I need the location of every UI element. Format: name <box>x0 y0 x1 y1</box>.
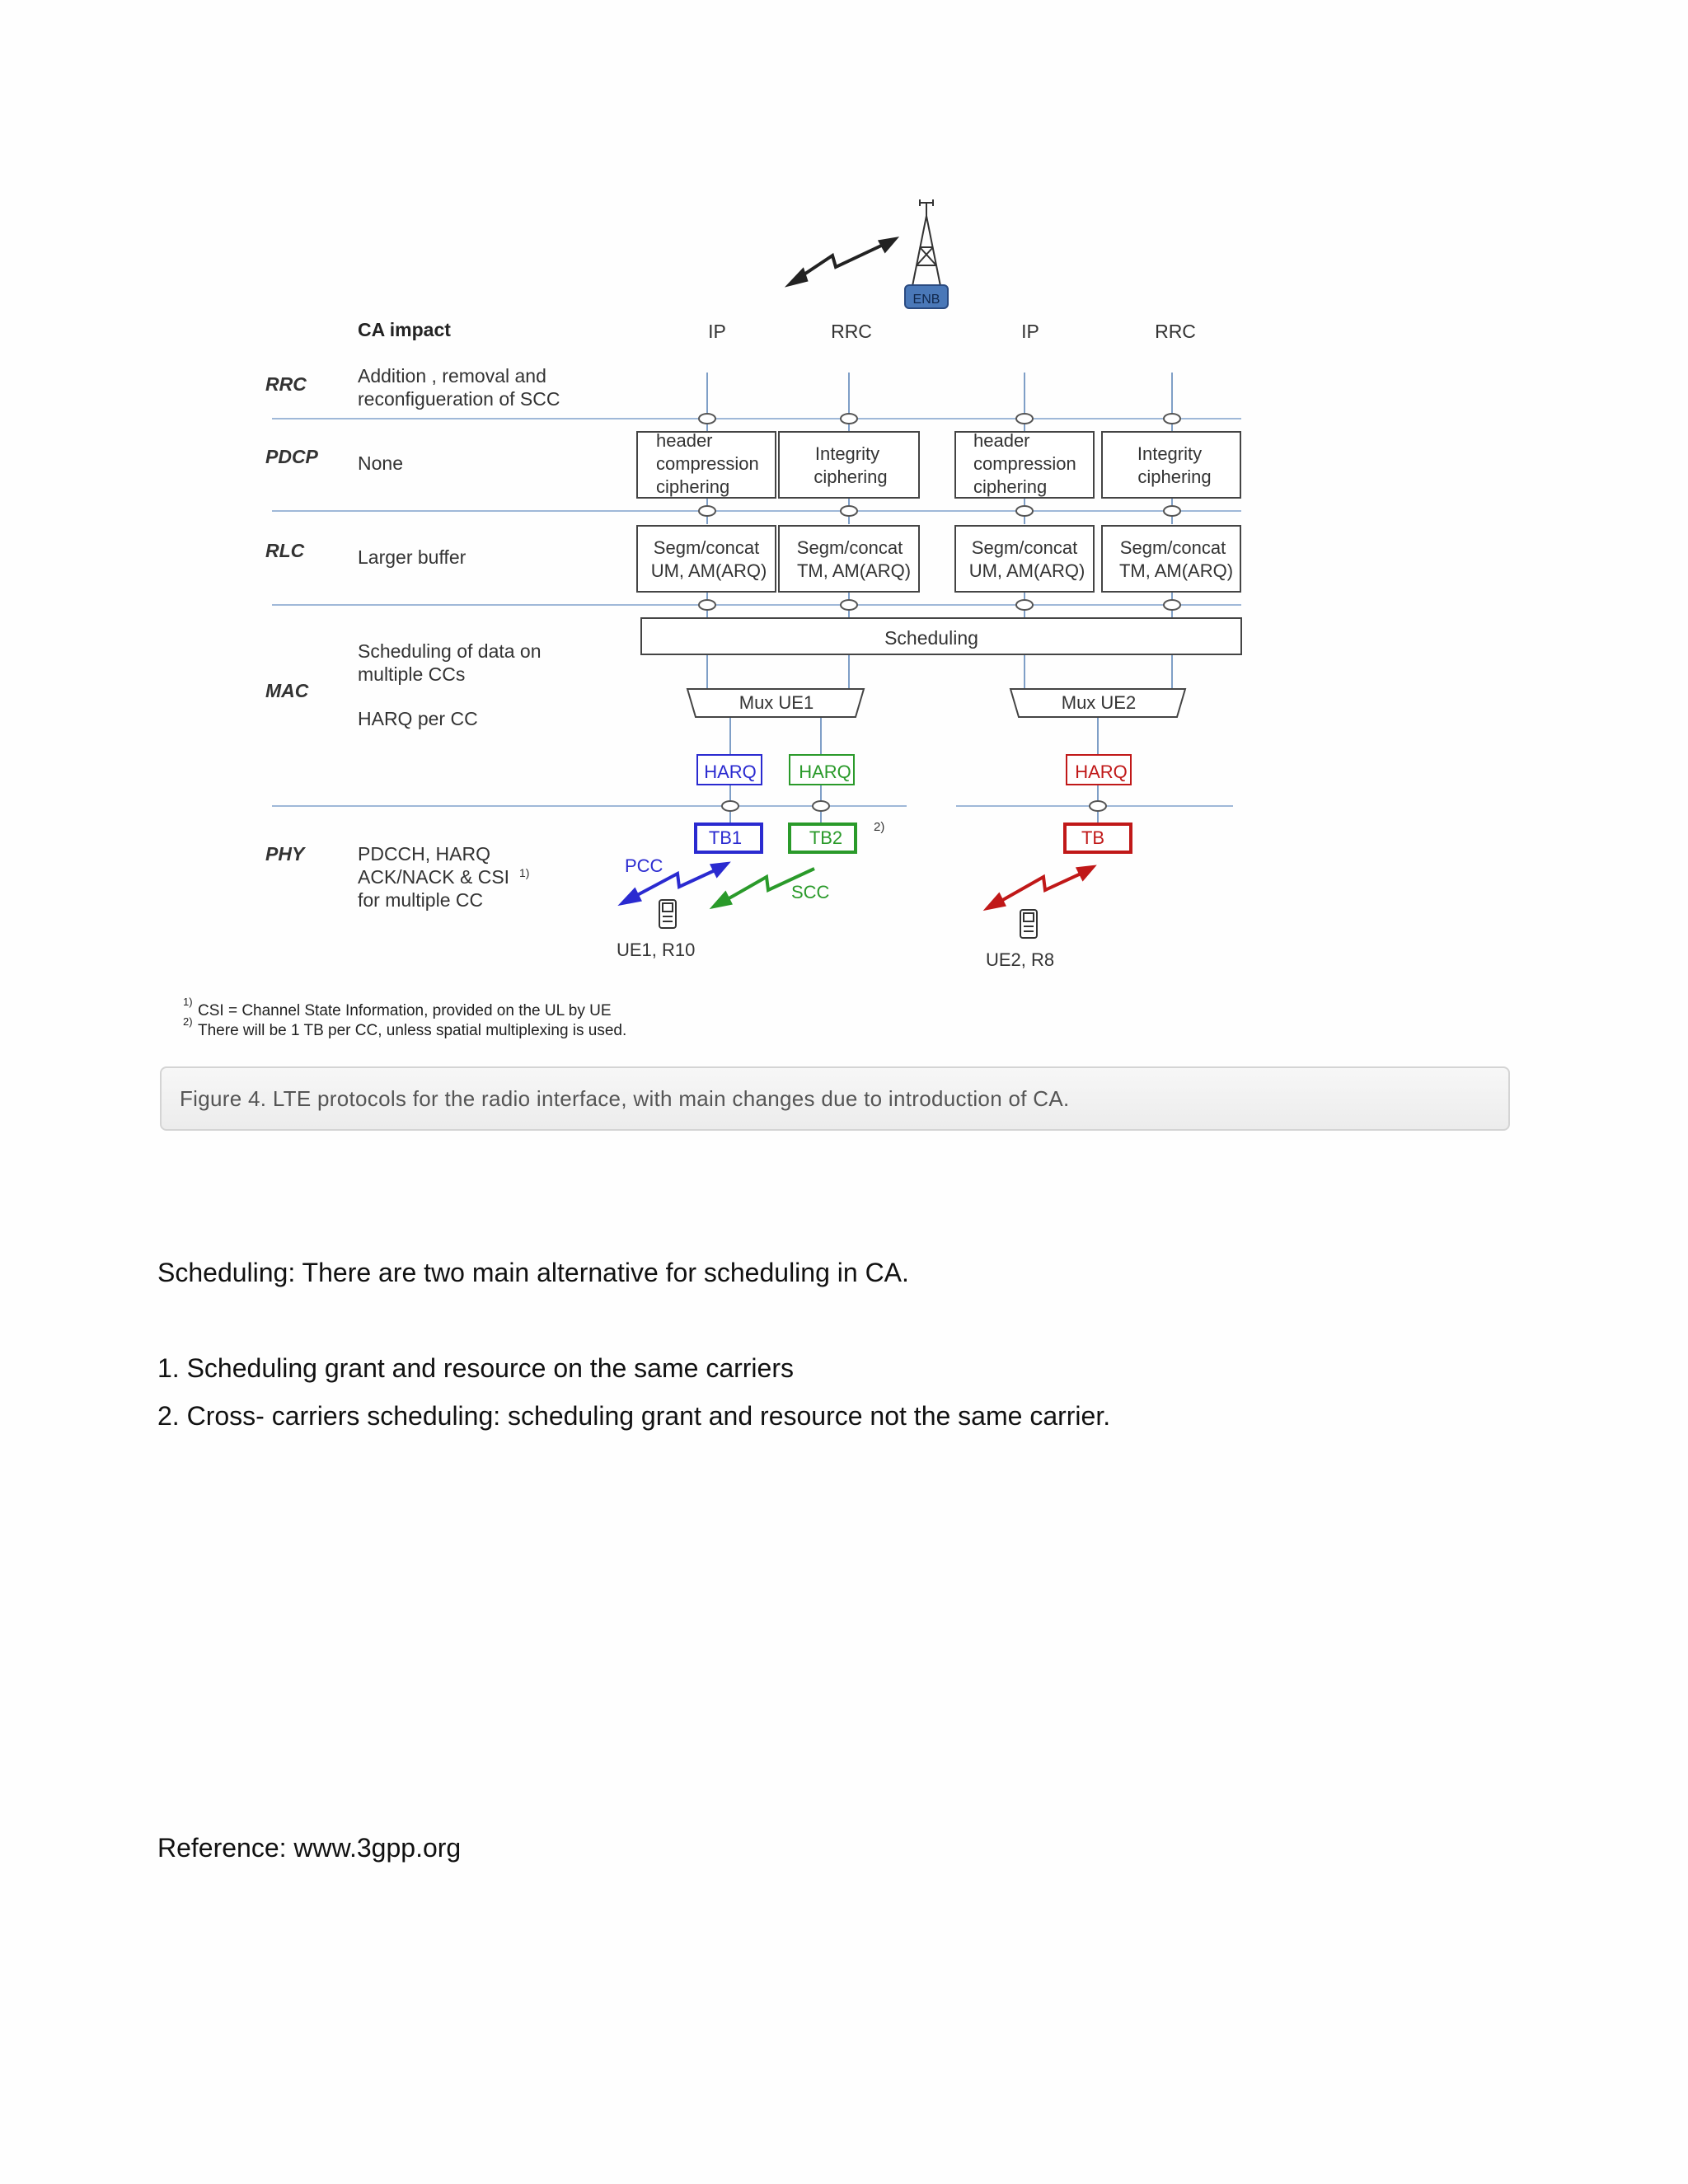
ue2-radio-link <box>987 867 1093 908</box>
rlc-box2-line2: TM, AM(ARQ) <box>796 560 912 581</box>
mac-impact-line1: Scheduling of data on <box>358 640 542 662</box>
footnote-2-text: There will be 1 TB per CC, unless spatial multiplexing is used. <box>198 1022 627 1039</box>
pdcp-box3-line2: compression <box>973 453 1076 474</box>
header-ip-2: IP <box>1021 321 1039 342</box>
harq-ue2-label: HARQ <box>1075 762 1128 782</box>
phy-impact-line3: for multiple CC <box>358 889 484 911</box>
scc-label: SCC <box>791 882 830 902</box>
tb1-label: TB1 <box>708 827 743 848</box>
rlc-box1-line1: Segm/concat <box>653 537 760 558</box>
phy-impact-sup: 1) <box>519 866 530 879</box>
layer-phy: PHY <box>265 843 305 865</box>
enb-tower-icon <box>912 199 941 290</box>
scheduling-label: Scheduling <box>884 627 978 649</box>
pdcp-box1-line1: header <box>656 430 713 451</box>
footnote-2-mark: 2) <box>183 1015 193 1028</box>
tb2-label: TB2 <box>809 827 843 848</box>
mac-impact-line2: multiple CCs <box>358 663 466 685</box>
rlc-box3-line2: UM, AM(ARQ) <box>968 560 1085 581</box>
rrc-impact-line1: Addition , removal and <box>358 365 546 387</box>
tb-ue2-label: TB <box>1081 827 1105 848</box>
footnote-1-mark: 1) <box>183 996 193 1008</box>
ue1-label: UE1, R10 <box>617 940 696 960</box>
header-ip-1: IP <box>708 321 726 342</box>
rlc-box4-line1: Segm/concat <box>1119 537 1226 558</box>
ue2-label: UE2, R8 <box>986 949 1055 970</box>
pdcp-box4-line1: Integrity <box>1137 443 1203 464</box>
tb2-superscript: 2) <box>874 820 885 834</box>
pdcp-box3-line3: ciphering <box>973 476 1048 497</box>
layer-mac: MAC <box>265 680 309 701</box>
radio-link-icon <box>790 239 895 284</box>
pdcp-box1-line3: ciphering <box>656 476 730 497</box>
ue1-phone-icon <box>659 900 676 928</box>
rrc-impact-line2: reconfigueration of SCC <box>358 388 560 410</box>
ca-impact-heading: CA impact <box>358 319 451 340</box>
harq-ue1-pcc-label: HARQ <box>704 762 757 782</box>
harq-ue1-scc-label: HARQ <box>799 762 851 782</box>
rlc-boxes <box>637 526 1240 592</box>
rlc-box1-line2: UM, AM(ARQ) <box>650 560 767 581</box>
rlc-box4-line2: TM, AM(ARQ) <box>1118 560 1234 581</box>
pdcp-box3-line1: header <box>973 430 1030 451</box>
rlc-box3-line1: Segm/concat <box>971 537 1078 558</box>
mac-impact-line3: HARQ per CC <box>358 708 478 729</box>
pcc-label: PCC <box>625 855 663 876</box>
mux-ue1-label: Mux UE1 <box>738 692 814 713</box>
reference-line: Reference: www.3gpp.org <box>157 1833 462 1863</box>
phy-impact-line1: PDCCH, HARQ <box>358 843 491 865</box>
pdcp-box4-line2: ciphering <box>1137 466 1212 487</box>
phy-impact-line2: ACK/NACK & CSI <box>358 866 510 888</box>
list-item: 1. Scheduling grant and resource on the same carriers <box>157 1353 794 1383</box>
list-item: 2. Cross- carriers scheduling: scheduling grant and resource not the same carrier. <box>157 1401 1111 1431</box>
pdcp-impact: None <box>358 452 403 474</box>
rlc-impact: Larger buffer <box>358 546 467 568</box>
header-rrc-2: RRC <box>1155 321 1196 342</box>
rlc-box2-line1: Segm/concat <box>796 537 903 558</box>
enb-label: ENB <box>912 293 940 307</box>
pdcp-box1-line2: compression <box>656 453 759 474</box>
figure-caption: Figure 4. LTE protocols for the radio interface, with main changes due to introduction of CA. <box>180 1086 1070 1111</box>
header-rrc-1: RRC <box>831 321 872 342</box>
intro-paragraph: Scheduling: There are two main alternative for scheduling in CA. <box>157 1258 909 1287</box>
layer-rlc: RLC <box>265 540 305 561</box>
layer-rrc: RRC <box>265 373 307 395</box>
pdcp-box2-line2: ciphering <box>814 466 888 487</box>
mux-ue2-label: Mux UE2 <box>1061 692 1137 713</box>
figure-caption-box <box>160 1066 1510 1131</box>
ue2-phone-icon <box>1020 910 1037 938</box>
layer-pdcp: PDCP <box>265 446 318 467</box>
footnote-1-text: CSI = Channel State Information, provided on the UL by UE <box>198 1002 612 1019</box>
pdcp-box2-line1: Integrity <box>814 443 880 464</box>
lte-protocol-diagram <box>0 0 1688 1063</box>
